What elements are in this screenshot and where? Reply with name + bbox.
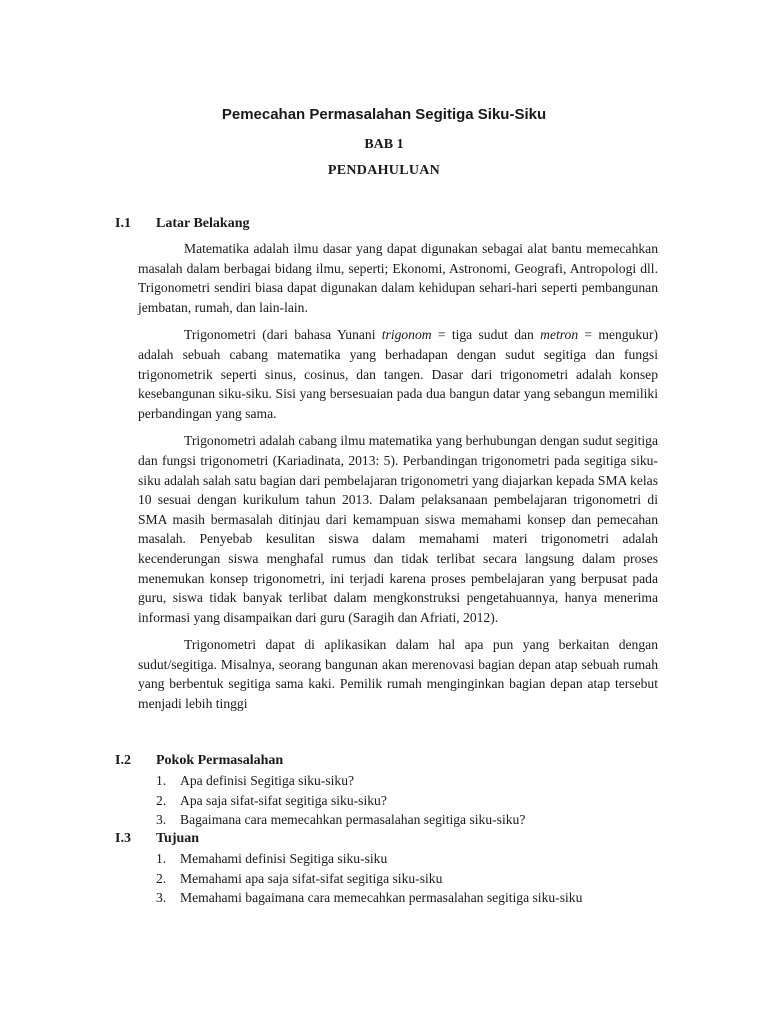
- list-number: 1.: [156, 773, 167, 788]
- list-number: 1.: [156, 851, 167, 866]
- list-text: Bagaimana cara memecahkan permasalahan segitiga siku-siku?: [180, 812, 526, 827]
- list-number: 2.: [156, 792, 167, 808]
- paragraph: Trigonometri dapat di aplikasikan dalam hal apa pun yang berkaitan dengan sudut/segitiga. Misalnya, seorang bangunan akan merenovasi bagian depan atap sebuah rumah yang berbentuk segitiga sama kaki. Pemilik rumah menginginkan bagian depan atap tersebut menjadi lebih tinggi: [138, 637, 658, 712]
- list-item: [156, 869, 676, 889]
- tujuan-list: [156, 849, 676, 908]
- document-title: Pemecahan Permasalahan Segitiga Siku-Siku: [221, 106, 547, 123]
- latar-belakang-body: [138, 239, 658, 722]
- section-number: I.2: [115, 753, 131, 768]
- list-number: 3.: [156, 812, 167, 827]
- list-text: Memahami bagaimana cara memecahkan permasalahan segitiga siku-siku: [180, 890, 583, 905]
- list-item: [156, 791, 676, 811]
- list-item: [156, 888, 676, 908]
- list-number: 3.: [156, 890, 167, 905]
- chapter-title: PENDAHULUAN: [327, 163, 441, 178]
- chapter-number: BAB 1: [364, 137, 404, 152]
- list-text: Memahami definisi Segitiga siku-siku: [180, 851, 388, 866]
- section-title: Pokok Permasalahan: [156, 753, 284, 768]
- section-number: I.1: [115, 216, 131, 231]
- pokok-permasalahan-list: [156, 771, 676, 830]
- section-title: Latar Belakang: [156, 216, 250, 231]
- list-text: Memahami apa saja sifat-sifat segitiga siku-siku: [180, 870, 443, 886]
- list-item: [156, 810, 676, 830]
- list-number: 2.: [156, 870, 167, 886]
- list-item: [156, 771, 676, 791]
- section-heading-tujuan: [115, 829, 675, 849]
- paragraph: Trigonometri (dari bahasa Yunani trigonom = tiga sudut dan metron = mengukur) adalah sebuah cabang matematika yang berhadapan dengan sudut segitiga dan fungsi trigonometrik seperti sinus, cosinus, dan tangen. Dasar dari trigonometri adalah konsep kesebangunan siku-siku. Sisi yang bersesuaian pada dua bangun datar yang sebangun memiliki perbandingan yang sama.: [138, 327, 658, 421]
- list-item: [156, 849, 676, 869]
- paragraph: Matematika adalah ilmu dasar yang dapat digunakan sebagai alat bantu memecahkan masalah dalam berbagai bidang ilmu, seperti; Ekonomi, Astronomi, Geografi, Antropologi dll. Trigonometri sendiri biasa dapat digunakan dalam kehidupan sehari-hari seperti pembangunan jembatan, rumah, dan lain-lain.: [138, 241, 658, 315]
- list-text: Apa saja sifat-sifat segitiga siku-siku?: [180, 792, 387, 808]
- paragraph: Trigonometri adalah cabang ilmu matematika yang berhubungan dengan sudut segitiga dan fungsi trigonometri (Kariadinata, 2013: 5). Perbandingan trigonometri pada segitiga siku-siku adalah salah satu bagian dari pembelajaran trigonometri yang diajarkan kepada SMA kelas 10 sesuai dengan kurikulum tahun 2013. Dalam pelaksanaan pembelajaran trigonometri di SMA masih bermasalah ditinjau dari kemampuan siswa memahami konsep dan pemecahan masalah. Penyebab kesulitan siswa dalam memahami materi trigonometri adalah kecenderungan siswa menghafal rumus dan tidak terlibat secara langsung dalam proses menemukan konsep trigonometri, ini terjadi karena proses pembelajaran yang berpusat pada guru, siswa tidak banyak terlibat dalam mengkonstruksi pengetahuannya, hanya menerima informasi yang disampaikan dari guru (Saragih dan Afriati, 2012).: [138, 433, 658, 625]
- section-heading-pokok-permasalahan: [115, 751, 675, 771]
- section-number: I.3: [115, 831, 131, 846]
- list-text: Apa definisi Segitiga siku-siku?: [180, 773, 355, 788]
- section-heading-latar-belakang: [115, 214, 675, 234]
- section-title: Tujuan: [156, 831, 200, 846]
